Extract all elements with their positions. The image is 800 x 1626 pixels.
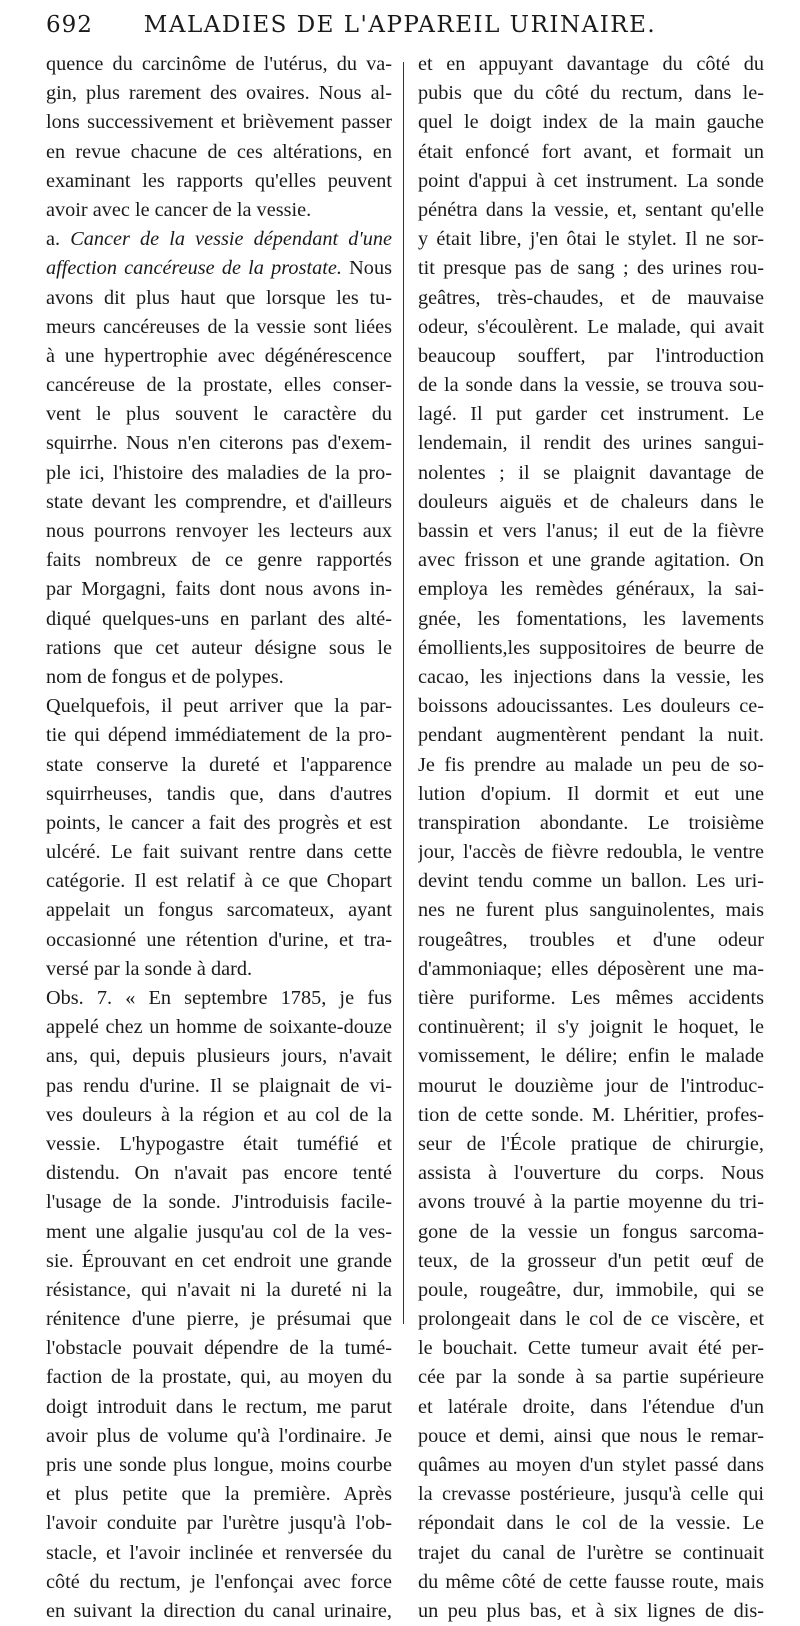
text-line: la crevasse postérieure, jusqu'à celle qui xyxy=(418,1483,764,1506)
right-column xyxy=(418,50,764,1626)
text-line: affection cancéreuse de la prostate. Nous xyxy=(46,257,392,280)
text-line: tion de cette sonde. M. Lhéritier, profes- xyxy=(418,1103,764,1126)
text-line: gone de la vessie un fongus sarcoma- xyxy=(418,1220,764,1243)
text-line: était enfoncé fort avant, et formait un xyxy=(418,140,764,163)
text-line: faction de la prostate, qui, au moyen du xyxy=(46,1366,392,1389)
text-line: ans, qui, depuis plusieurs jours, n'avait xyxy=(46,1045,392,1068)
text-line: l'avoir conduite par l'urètre jusqu'à l'ob- xyxy=(46,1512,392,1535)
text-line: ment une algalie jusqu'au col de la ves- xyxy=(46,1220,392,1243)
running-head xyxy=(46,12,754,46)
left-column xyxy=(46,50,392,1626)
text-line: pas rendu d'urine. Il se plaignait de vi- xyxy=(46,1074,392,1097)
text-line: lendemain, il rendit des urines sangui- xyxy=(418,432,764,455)
text-line: nom de fongus et de polypes. xyxy=(46,665,284,688)
text-line: vent le plus souvent le caractère du xyxy=(46,403,392,426)
text-line: vomissement, le délire; enfin le malade xyxy=(418,1045,764,1068)
text-line: avoir avec le cancer de la vessie. xyxy=(46,198,312,221)
text-line: assista à l'ouverture du corps. Nous xyxy=(418,1162,764,1185)
text-line: pendant augmentèrent pendant la nuit. xyxy=(418,724,764,747)
text-line: résistance, qui n'avait ni la dureté ni la xyxy=(46,1278,392,1301)
text-line: cancéreuse de la prostate, elles conser- xyxy=(46,374,392,397)
text-line: catégorie. Il est relatif à ce que Chopart xyxy=(46,870,392,893)
text-line: nolentes ; il se plaignit davantage de xyxy=(418,461,764,484)
text-line: pris une sonde plus longue, moins courbe xyxy=(46,1454,392,1476)
text-line: state conserve la dureté et l'apparence xyxy=(46,753,392,776)
text-line: y était libre, j'en ôtai le stylet. Il ne sor- xyxy=(418,228,764,251)
text-line: faits nombreux de ce genre rapportés xyxy=(46,549,392,572)
text-line: quence du carcinôme de l'utérus, du va- xyxy=(46,53,392,75)
text-line: squirrhe. Nous n'en citerons pas d'exem- xyxy=(46,432,392,455)
text-line: versé par la sonde à dard. xyxy=(46,957,253,980)
text-line: Obs. 7. « En septembre 1785, je fus xyxy=(46,987,392,1009)
column-divider xyxy=(403,62,404,1324)
text-line: nous pourrons renvoyer les lecteurs aux xyxy=(46,520,392,542)
text-line: poule, rougeâtre, dur, immobile, qui se xyxy=(418,1278,764,1301)
text-line: lagé. Il put garder cet instrument. Le xyxy=(418,403,764,426)
text-line: le bouchait. Cette tumeur avait été per- xyxy=(418,1337,764,1360)
text-line: squirrheuses, tandis que, dans d'autres xyxy=(46,782,392,805)
text-line: rénitence d'une pierre, je présumai que xyxy=(46,1308,392,1331)
text-line: diqué quelques-uns en parlant des alté- xyxy=(46,607,392,630)
text-line: répondait dans le col de la vessie. Le xyxy=(418,1512,764,1535)
text-line: Je fis prendre au malade un peu de so- xyxy=(418,753,764,776)
text-line: quel le doigt index de la main gauche xyxy=(418,111,764,134)
text-line: appelait un fongus sarcomateux, ayant xyxy=(46,899,392,922)
text-line: geâtres, très-chaudes, et de mauvaise xyxy=(418,286,764,309)
text-line: meurs cancéreuses de la vessie sont liées xyxy=(46,315,392,338)
text-line: cée par la sonde à sa partie supérieure xyxy=(418,1366,764,1389)
text-line: examinant les rapports qu'elles peuvent xyxy=(46,169,392,192)
text-line: à une hypertrophie avec dégénérescence xyxy=(46,344,392,367)
text-line: lution d'opium. Il dormit et eut une xyxy=(418,782,764,805)
text-line: avons dit plus haut que lorsque les tu- xyxy=(46,286,392,309)
text-line: lons successivement et brièvement passer xyxy=(46,111,392,134)
text-line: douleurs aiguës et de chaleurs dans le xyxy=(418,490,764,513)
text-line: doigt introduit dans le rectum, me parut xyxy=(46,1395,392,1418)
text-line: cacao, les injections dans la vessie, les xyxy=(418,665,764,688)
text-line: distendu. On n'avait pas encore tenté xyxy=(46,1162,392,1185)
text-line: émollients,les suppositoires de beurre de xyxy=(418,636,764,659)
page-number: 692 xyxy=(46,12,93,38)
text-line: avoir plus de volume qu'à l'ordinaire. Je xyxy=(46,1424,392,1447)
text-line: seur de l'École pratique de chirurgie, xyxy=(418,1132,764,1155)
text-line: appelé chez un homme de soixante-douze xyxy=(46,1016,392,1039)
text-line: tie qui dépend immédiatement de la pro- xyxy=(46,724,392,747)
text-line: rations que cet auteur désigne sous le xyxy=(46,636,392,659)
text-line: l'obstacle pouvait dépendre de la tumé- xyxy=(46,1337,392,1360)
text-line: pénétra dans la vessie, et, sentant qu'elle xyxy=(418,198,764,221)
text-line: stacle, et l'avoir inclinée et renversée du xyxy=(46,1541,392,1564)
text-line: jour, l'accès de fièvre redoubla, le ventre xyxy=(418,841,764,864)
text-line: avec frisson et une grande agitation. On xyxy=(418,549,764,572)
text-line: du même côté de cette fausse route, mais xyxy=(418,1570,764,1593)
text-line: prolongeait dans le col de ce viscère, et xyxy=(418,1308,764,1331)
text-line: boissons adoucissantes. Les douleurs ce- xyxy=(418,695,764,718)
text-line: tit presque pas de sang ; des urines rou- xyxy=(418,257,764,280)
text-line: pouce et demi, ainsi que nous le remar- xyxy=(418,1424,764,1447)
text-line: employa les remèdes généraux, la sai- xyxy=(418,578,764,601)
text-line: beaucoup souffert, par l'introduction xyxy=(418,344,764,367)
text-line: points, le cancer a fait des progrès et est xyxy=(46,811,392,834)
text-line: pubis que du côté du rectum, dans le- xyxy=(418,82,764,105)
text-line: un peu plus bas, et à six lignes de dis- xyxy=(418,1599,764,1622)
text-line: nes ne furent plus sanguinolentes, mais xyxy=(418,899,764,922)
text-line: ves douleurs à la région et au col de la xyxy=(46,1103,392,1126)
text-line: avons trouvé à la partie moyenne du tri- xyxy=(418,1191,764,1214)
text-line: quâmes au moyen d'un stylet passé dans xyxy=(418,1454,764,1476)
text-line: transpiration abondante. Le troisième xyxy=(418,811,764,834)
text-line: en revue chacune de ces altérations, en xyxy=(46,140,392,163)
text-line: Quelquefois, il peut arriver que la par- xyxy=(46,695,392,718)
text-line: gin, plus rarement des ovaires. Nous al- xyxy=(46,82,392,105)
text-line: côté du rectum, je l'enfonçai avec force xyxy=(46,1570,392,1593)
text-line: l'usage de la sonde. J'introduisis facile- xyxy=(46,1191,392,1214)
text-line: tière puriforme. Les mêmes accidents xyxy=(418,987,764,1009)
text-line: odeur, s'écoulèrent. Le malade, qui avait xyxy=(418,315,764,338)
text-line: point d'appui à cet instrument. La sonde xyxy=(418,169,764,192)
text-line: et latérale droite, dans l'étendue d'un xyxy=(418,1395,764,1418)
text-line: a. Cancer de la vessie dépendant d'une xyxy=(46,228,392,251)
text-line: trajet du canal de l'urètre se continuait xyxy=(418,1541,764,1564)
text-line: et plus petite que la première. Après xyxy=(46,1483,392,1506)
text-line: et en appuyant davantage du côté du xyxy=(418,53,764,75)
text-line: mourut le douzième jour de l'introduc- xyxy=(418,1074,764,1097)
text-line: ulcéré. Le fait suivant rentre dans cette xyxy=(46,841,392,864)
text-line: gnée, les fomentations, les lavements xyxy=(418,607,764,630)
text-line: par Morgagni, faits dont nous avons in- xyxy=(46,578,392,601)
text-line: rougeâtres, troubles et d'une odeur xyxy=(418,928,764,951)
text-line: de la sonde dans la vessie, se trouva sou- xyxy=(418,374,764,397)
text-line: continuèrent; il s'y joignit le hoquet, le xyxy=(418,1016,764,1039)
running-title: MALADIES DE L'APPAREIL URINAIRE. xyxy=(143,12,657,38)
text-line: bassin et vers l'anus; il eut de la fièvre xyxy=(418,520,764,542)
text-line: occasionné une rétention d'urine, et tra- xyxy=(46,928,392,951)
text-line: teux, de la grosseur d'un petit œuf de xyxy=(418,1249,764,1272)
text-line: ple ici, l'histoire des maladies de la pro- xyxy=(46,461,392,484)
text-line: sie. Éprouvant en cet endroit une grande xyxy=(46,1249,392,1272)
text-line: d'ammoniaque; elles déposèrent une ma- xyxy=(418,957,764,980)
text-line: state devant les comprendre, et d'ailleurs xyxy=(46,490,392,513)
text-line: vessie. L'hypogastre était tuméfié et xyxy=(46,1132,392,1155)
text-line: devint tendu comme un ballon. Les uri- xyxy=(418,870,764,893)
text-line: en suivant la direction du canal urinaire, xyxy=(46,1599,392,1622)
